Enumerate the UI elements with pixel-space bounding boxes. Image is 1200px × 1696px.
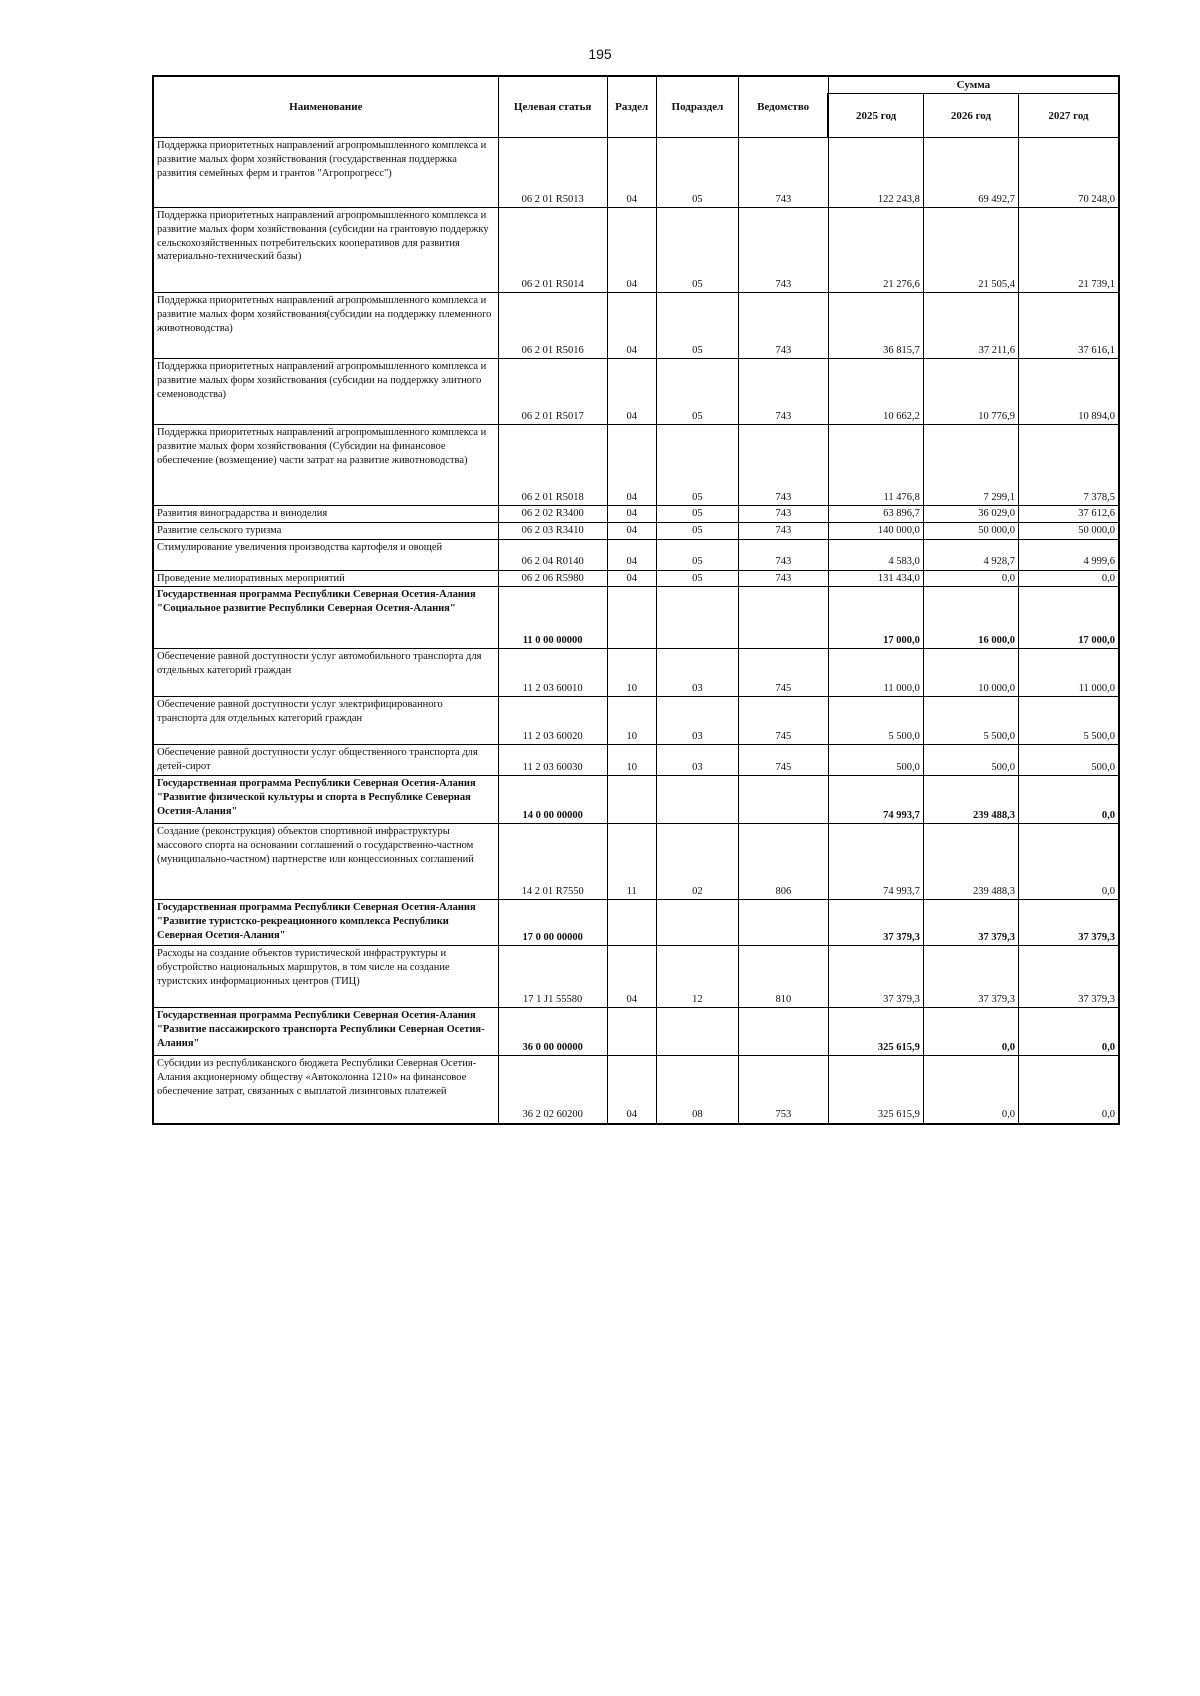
row-department [739, 776, 829, 824]
row-target-article: 06 2 01 R5018 [498, 425, 607, 506]
row-amount-2027: 5 500,0 [1018, 697, 1119, 745]
table-row [153, 1008, 1119, 1056]
row-amount-2026: 7 299,1 [923, 425, 1018, 506]
row-department: 806 [739, 824, 829, 900]
row-section: 04 [607, 946, 656, 1008]
row-section: 04 [607, 138, 656, 208]
row-amount-2025: 131 434,0 [828, 570, 923, 587]
row-amount-2027: 50 000,0 [1018, 522, 1119, 539]
table-row [153, 776, 1119, 824]
table-row [153, 570, 1119, 587]
row-name: Поддержка приоритетных направлений агропромышленного комплекса и развитие малых форм хозяйствования (субсидии на грантовую поддержку сельскохозяйственных потребительских кооперативов для развития материально-технический базы) [153, 208, 498, 293]
row-target-article: 06 2 02 R3400 [498, 506, 607, 523]
row-department [739, 587, 829, 649]
table-row [153, 1056, 1119, 1124]
row-name: Стимулирование увеличения производства картофеля и овощей [153, 539, 498, 570]
row-subsection: 05 [656, 138, 738, 208]
row-amount-2027: 0,0 [1018, 1056, 1119, 1124]
row-department: 743 [739, 506, 829, 523]
row-subsection: 08 [656, 1056, 738, 1124]
row-target-article: 11 2 03 60010 [498, 649, 607, 697]
table-row [153, 138, 1119, 208]
row-subsection [656, 587, 738, 649]
row-name: Проведение мелиоративных мероприятий [153, 570, 498, 587]
table-row [153, 359, 1119, 425]
row-target-article: 06 2 01 R5013 [498, 138, 607, 208]
row-amount-2025: 122 243,8 [828, 138, 923, 208]
header-name: Наименование [153, 76, 498, 138]
row-amount-2025: 325 615,9 [828, 1056, 923, 1124]
row-section: 04 [607, 506, 656, 523]
row-amount-2027: 10 894,0 [1018, 359, 1119, 425]
row-section: 04 [607, 570, 656, 587]
row-amount-2027: 37 616,1 [1018, 293, 1119, 359]
row-amount-2026: 0,0 [923, 1056, 1018, 1124]
row-amount-2025: 37 379,3 [828, 946, 923, 1008]
table-row [153, 293, 1119, 359]
row-target-article: 11 2 03 60020 [498, 697, 607, 745]
table-row [153, 208, 1119, 293]
row-amount-2026: 21 505,4 [923, 208, 1018, 293]
row-subsection: 03 [656, 649, 738, 697]
row-amount-2026: 500,0 [923, 745, 1018, 776]
row-name: Поддержка приоритетных направлений агропромышленного комплекса и развитие малых форм хозяйствования (Субсидии на финансовое обеспечение (возмещение) части затрат на развитие животноводства) [153, 425, 498, 506]
table-row [153, 745, 1119, 776]
row-department: 743 [739, 522, 829, 539]
row-department: 810 [739, 946, 829, 1008]
row-amount-2027: 37 379,3 [1018, 900, 1119, 946]
row-department: 743 [739, 539, 829, 570]
row-section: 10 [607, 745, 656, 776]
row-subsection: 05 [656, 522, 738, 539]
row-amount-2026: 37 379,3 [923, 946, 1018, 1008]
row-subsection: 05 [656, 506, 738, 523]
row-name: Поддержка приоритетных направлений агропромышленного комплекса и развитие малых форм хозяйствования (государственная поддержка развития семейных ферм и грантов "Агропрогресс") [153, 138, 498, 208]
row-section: 04 [607, 359, 656, 425]
row-amount-2025: 4 583,0 [828, 539, 923, 570]
row-subsection [656, 776, 738, 824]
table-row [153, 900, 1119, 946]
row-amount-2027: 0,0 [1018, 570, 1119, 587]
row-subsection: 02 [656, 824, 738, 900]
row-section: 04 [607, 208, 656, 293]
row-target-article: 17 0 00 00000 [498, 900, 607, 946]
row-name: Государственная программа Республики Северная Осетия-Алания "Развитие пассажирского транспорта Республики Северная Осетия-Алания" [153, 1008, 498, 1056]
row-amount-2026: 10 776,9 [923, 359, 1018, 425]
row-department: 743 [739, 208, 829, 293]
row-amount-2027: 0,0 [1018, 776, 1119, 824]
row-amount-2026: 4 928,7 [923, 539, 1018, 570]
row-amount-2026: 37 211,6 [923, 293, 1018, 359]
header-target-article: Целевая статья [498, 76, 607, 138]
row-name: Государственная программа Республики Северная Осетия-Алания "Развитие туристско-рекреационного комплекса Республики Северная Осетия-Алания" [153, 900, 498, 946]
row-amount-2027: 0,0 [1018, 1008, 1119, 1056]
row-subsection [656, 1008, 738, 1056]
table-header [153, 76, 1119, 138]
budget-table [152, 75, 1120, 1125]
row-section: 04 [607, 1056, 656, 1124]
row-section: 04 [607, 522, 656, 539]
row-amount-2026: 239 488,3 [923, 776, 1018, 824]
row-department [739, 1008, 829, 1056]
row-amount-2027: 11 000,0 [1018, 649, 1119, 697]
table-row [153, 539, 1119, 570]
row-amount-2025: 37 379,3 [828, 900, 923, 946]
row-name: Создание (реконструкция) объектов спортивной инфраструктуры массового спорта на основании соглашений о государственно-частном (муниципально-частном) партнерстве или концессионных соглашений [153, 824, 498, 900]
row-department: 743 [739, 138, 829, 208]
row-amount-2025: 140 000,0 [828, 522, 923, 539]
table-body [153, 138, 1119, 1124]
header-subsection: Подраздел [656, 76, 738, 138]
row-amount-2025: 21 276,6 [828, 208, 923, 293]
row-amount-2025: 17 000,0 [828, 587, 923, 649]
row-department: 743 [739, 293, 829, 359]
header-section: Раздел [607, 76, 656, 138]
row-section: 04 [607, 539, 656, 570]
row-amount-2027: 21 739,1 [1018, 208, 1119, 293]
row-amount-2026: 0,0 [923, 570, 1018, 587]
row-amount-2027: 0,0 [1018, 824, 1119, 900]
row-amount-2025: 63 896,7 [828, 506, 923, 523]
header-department: Ведомство [739, 76, 829, 138]
row-subsection: 05 [656, 359, 738, 425]
row-amount-2025: 11 476,8 [828, 425, 923, 506]
row-amount-2027: 37 612,6 [1018, 506, 1119, 523]
row-name: Обеспечение равной доступности услуг общественного транспорта для детей-сирот [153, 745, 498, 776]
row-target-article: 06 2 04 R0140 [498, 539, 607, 570]
row-section: 10 [607, 649, 656, 697]
row-amount-2026: 50 000,0 [923, 522, 1018, 539]
row-department: 743 [739, 570, 829, 587]
row-department [739, 900, 829, 946]
row-amount-2025: 325 615,9 [828, 1008, 923, 1056]
table-row [153, 697, 1119, 745]
row-amount-2027: 500,0 [1018, 745, 1119, 776]
row-amount-2026: 5 500,0 [923, 697, 1018, 745]
row-amount-2027: 4 999,6 [1018, 539, 1119, 570]
row-amount-2026: 16 000,0 [923, 587, 1018, 649]
row-amount-2025: 500,0 [828, 745, 923, 776]
row-name: Государственная программа Республики Северная Осетия-Алания "Социальное развитие Республики Северная Осетия-Алания" [153, 587, 498, 649]
row-name: Обеспечение равной доступности услуг электрифицированного транспорта для отдельных категорий граждан [153, 697, 498, 745]
row-target-article: 14 2 01 R7550 [498, 824, 607, 900]
row-section: 11 [607, 824, 656, 900]
row-amount-2025: 36 815,7 [828, 293, 923, 359]
row-subsection: 03 [656, 697, 738, 745]
table-row [153, 425, 1119, 506]
row-target-article: 06 2 01 R5014 [498, 208, 607, 293]
header-sum: Сумма [828, 76, 1119, 94]
row-amount-2025: 74 993,7 [828, 824, 923, 900]
row-subsection [656, 900, 738, 946]
row-subsection: 03 [656, 745, 738, 776]
row-subsection: 05 [656, 293, 738, 359]
row-target-article: 06 2 06 R5980 [498, 570, 607, 587]
row-subsection: 05 [656, 425, 738, 506]
row-amount-2025: 5 500,0 [828, 697, 923, 745]
row-target-article: 11 0 00 00000 [498, 587, 607, 649]
header-2025: 2025 год [828, 94, 923, 138]
row-target-article: 17 1 J1 55580 [498, 946, 607, 1008]
row-amount-2026: 36 029,0 [923, 506, 1018, 523]
table-row [153, 522, 1119, 539]
row-name: Расходы на создание объектов туристической инфраструктуры и обустройство национальных маршрутов, в том числе на создание туристских информационных центров (ТИЦ) [153, 946, 498, 1008]
row-amount-2026: 10 000,0 [923, 649, 1018, 697]
row-subsection: 05 [656, 570, 738, 587]
table-row [153, 649, 1119, 697]
table-row [153, 946, 1119, 1008]
row-amount-2026: 69 492,7 [923, 138, 1018, 208]
row-target-article: 06 2 01 R5017 [498, 359, 607, 425]
row-amount-2026: 0,0 [923, 1008, 1018, 1056]
row-section [607, 776, 656, 824]
table-row [153, 824, 1119, 900]
table-row [153, 506, 1119, 523]
header-2027: 2027 год [1018, 94, 1119, 138]
row-amount-2026: 239 488,3 [923, 824, 1018, 900]
row-section: 04 [607, 425, 656, 506]
row-amount-2025: 11 000,0 [828, 649, 923, 697]
row-name: Поддержка приоритетных направлений агропромышленного комплекса и развитие малых форм хозяйствования (субсидии на поддержку элитного семеноводства) [153, 359, 498, 425]
row-amount-2027: 7 378,5 [1018, 425, 1119, 506]
row-name: Поддержка приоритетных направлений агропромышленного комплекса и развитие малых форм хозяйствования(субсидии на поддержку племенного животноводства) [153, 293, 498, 359]
row-target-article: 11 2 03 60030 [498, 745, 607, 776]
header-2026: 2026 год [923, 94, 1018, 138]
row-amount-2026: 37 379,3 [923, 900, 1018, 946]
row-amount-2027: 70 248,0 [1018, 138, 1119, 208]
row-section: 04 [607, 293, 656, 359]
row-section [607, 1008, 656, 1056]
row-target-article: 06 2 01 R5016 [498, 293, 607, 359]
row-target-article: 36 0 00 00000 [498, 1008, 607, 1056]
table-row [153, 587, 1119, 649]
row-section: 10 [607, 697, 656, 745]
row-name: Государственная программа Республики Северная Осетия-Алания "Развитие физической культуры и спорта в Республике Северная Осетия-Алания" [153, 776, 498, 824]
row-name: Развитие сельского туризма [153, 522, 498, 539]
row-target-article: 36 2 02 60200 [498, 1056, 607, 1124]
row-section [607, 900, 656, 946]
page-number: 195 [588, 46, 612, 62]
row-target-article: 06 2 03 R3410 [498, 522, 607, 539]
row-subsection: 05 [656, 539, 738, 570]
row-subsection: 12 [656, 946, 738, 1008]
row-amount-2027: 37 379,3 [1018, 946, 1119, 1008]
row-amount-2027: 17 000,0 [1018, 587, 1119, 649]
row-section [607, 587, 656, 649]
row-subsection: 05 [656, 208, 738, 293]
row-department: 743 [739, 359, 829, 425]
row-department: 745 [739, 697, 829, 745]
row-department: 743 [739, 425, 829, 506]
row-name: Субсидии из республиканского бюджета Республики Северная Осетия-Алания акционерному обществу «Автоколонна 1210» на финансовое обеспечение затрат, связанных с выплатой лизинговых платежей [153, 1056, 498, 1124]
row-department: 745 [739, 745, 829, 776]
row-department: 753 [739, 1056, 829, 1124]
row-department: 745 [739, 649, 829, 697]
row-target-article: 14 0 00 00000 [498, 776, 607, 824]
row-name: Обеспечение равной доступности услуг автомобильного транспорта для отдельных категорий граждан [153, 649, 498, 697]
row-amount-2025: 74 993,7 [828, 776, 923, 824]
row-name: Развития виноградарства и виноделия [153, 506, 498, 523]
row-amount-2025: 10 662,2 [828, 359, 923, 425]
